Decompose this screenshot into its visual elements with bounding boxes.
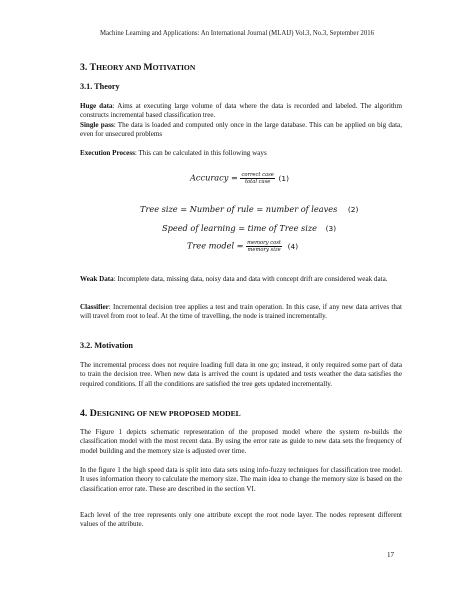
equation-1-fraction: $\frac{\text{correct case}}{\text{total case}}$ bbox=[241, 172, 274, 186]
running-header: Machine Learning and Applications: An International Journal (MLAIJ) Vol.3, No.3, September 2016 bbox=[99, 30, 375, 37]
equation-1: Accuracy = $\frac{\text{correct case}}{\text{total case}}$ (1) bbox=[190, 172, 289, 186]
execution-process-paragraph: Execution Process: This can be calculated in this following ways bbox=[80, 149, 267, 157]
classifier-paragraph: Classifier: Incremental decision tree applies a test and train operation. In this case, if any new data arrives that will travel from root to leaf. At the time of travelling, the node is trained incrementally. bbox=[80, 303, 402, 321]
tree-level-paragraph: Each level of the tree represents only one attribute except the root node layer. The nodes represent different values of the attribute. bbox=[80, 511, 402, 529]
motivation-paragraph: The incremental process does not require loading full data in one go; instead, it only required some part of data to train the decision tree. When new data is arrived the count is updated and tests weather the data satisfies the required conditions. If all the conditions are satisfied the tree gets updated incrementally. bbox=[80, 361, 402, 388]
section-4-heading: 4. DESIGNING OF NEW PROPOSED MODEL bbox=[80, 408, 241, 419]
equation-4-fraction: $\frac{\text{memory cost}}{\text{memory size}}$ bbox=[247, 240, 282, 254]
equation-3: Speed of learning = time of Tree size (3) bbox=[162, 223, 337, 233]
page-number: 17 bbox=[387, 551, 395, 559]
equation-4: Tree model = $\frac{\text{memory cost}}{\text{memory size}}$ (4) bbox=[187, 240, 299, 254]
weak-data-paragraph: Weak Data: Incomplete data, missing data, noisy data and data with concept drift are considered weak data. bbox=[80, 275, 388, 283]
high-speed-data-paragraph: In the figure 1 the high speed data is split into data sets using info-fuzzy techniques for classification tree model. It uses information theory to calculate the memory size. The main idea to change the memory size is based on the classification error rate. These are described in the section VI. bbox=[80, 466, 402, 493]
section-3-heading: 3. THEORY AND MOTIVATION bbox=[80, 62, 196, 73]
subsection-3-2-heading: 3.2. Motivation bbox=[80, 341, 133, 350]
huge-data-paragraph: Huge data: Aims at executing large volume of data where the data is recorded and labeled. The algorithm constructs incremental based classification tree. bbox=[80, 102, 402, 120]
subsection-3-1-heading: 3.1. Theory bbox=[80, 82, 120, 91]
equation-2: Tree size = Number of rule = number of leaves (2) bbox=[140, 204, 359, 214]
single-pass-paragraph: Single pass: The data is loaded and computed only once in the large database. This can be applied on big data, even for unsecured problems bbox=[80, 121, 402, 139]
figure-1-description-paragraph: The Figure 1 depicts schematic representation of the proposed model where the system re-builds the classification model with the most recent data. By using the error rate as guide to new data sets the frequency of model building and the memory size is adjusted over time. bbox=[80, 428, 402, 455]
